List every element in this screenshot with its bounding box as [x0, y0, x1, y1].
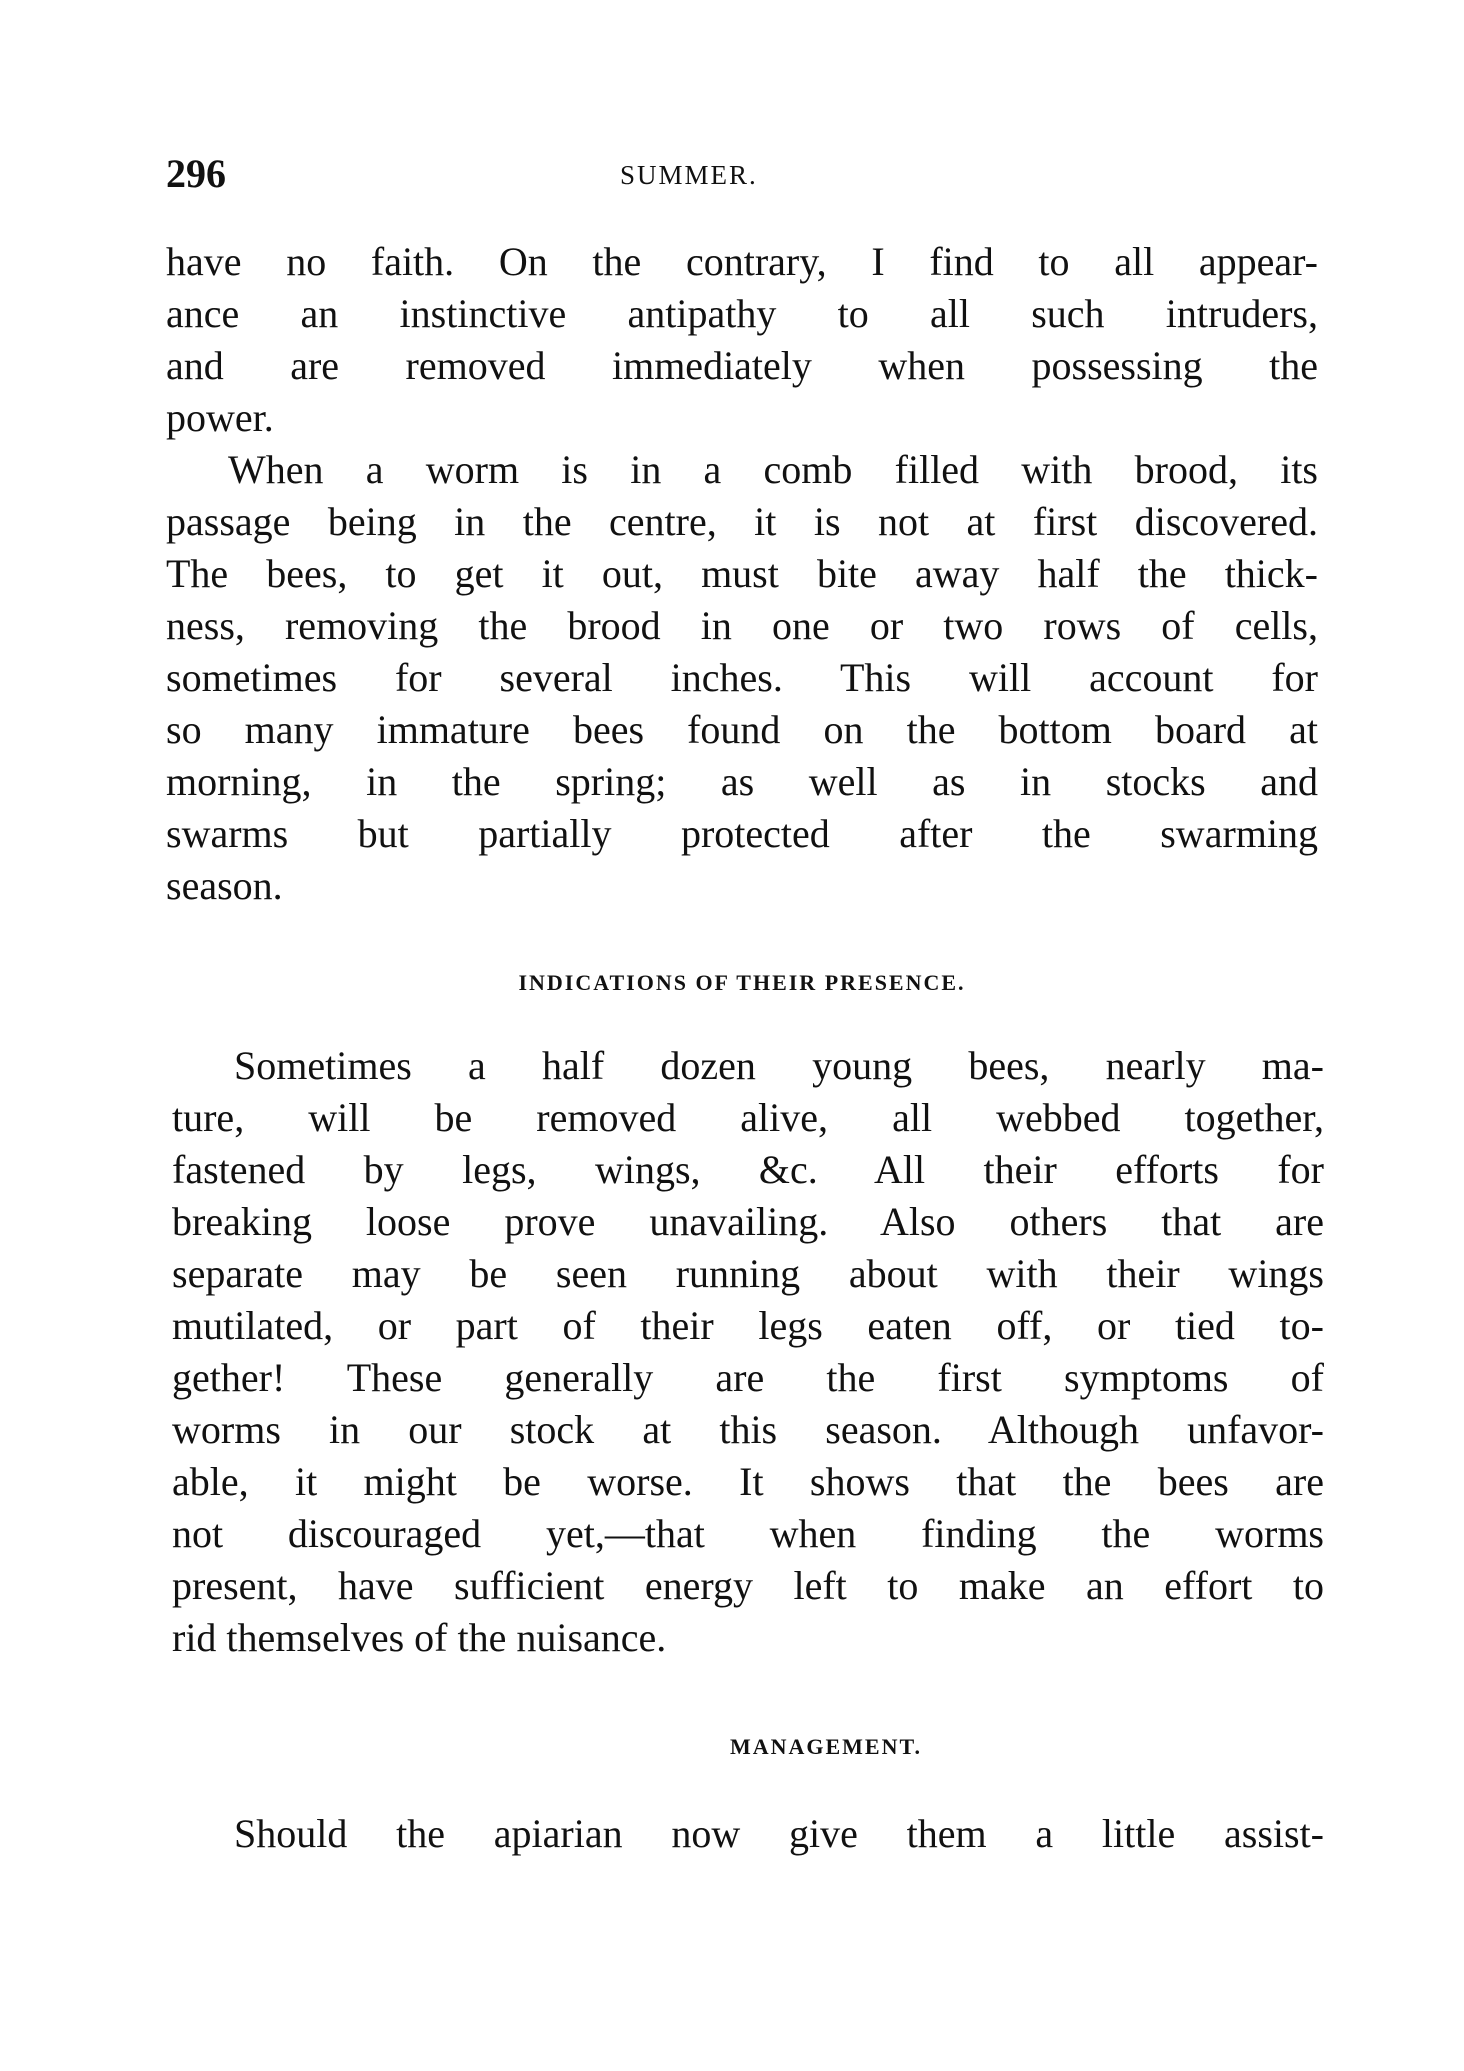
text-line: present, have sufficient energy left to make an effort to — [172, 1563, 1324, 1608]
page-number: 296 — [166, 151, 226, 196]
text-line: have no faith. On the contrary, I find to all appear- — [166, 239, 1318, 284]
text-line: so many immature bees found on the bottom board at — [166, 707, 1318, 752]
text-line: able, it might be worse. It shows that the bees are — [172, 1459, 1324, 1504]
text-line: swarms but partially protected after the swarming — [166, 811, 1318, 856]
section-heading-wrapper — [166, 970, 1318, 1000]
section-heading: MANAGEMENT. — [729, 1734, 923, 1759]
text-line: mutilated, or part of their legs eaten off, or tied to- — [172, 1303, 1324, 1348]
text-line: Should the apiarian now give them a little assist- — [234, 1811, 1324, 1856]
paragraph-3 — [172, 1040, 1324, 1664]
text-line: sometimes for several inches. This will account for — [166, 655, 1318, 700]
text-line: separate may be seen running about with their wings — [172, 1251, 1324, 1296]
text-line: worms in our stock at this season. Although unfavor- — [172, 1407, 1324, 1452]
text-line: ance an instinctive antipathy to all such intruders, — [166, 291, 1318, 336]
text-line: rid themselves of the nuisance. — [172, 1615, 667, 1660]
text-line: morning, in the spring; as well as in stocks and — [166, 759, 1318, 804]
running-title: SUMMER. — [620, 160, 758, 190]
text-line: The bees, to get it out, must bite away half the thick- — [166, 551, 1318, 596]
text-line: gether! These generally are the first symptoms of — [172, 1355, 1324, 1400]
paragraph-1 — [166, 236, 1318, 444]
text-line: season. — [166, 863, 283, 908]
text-line: breaking loose prove unavailing. Also others that are — [172, 1199, 1324, 1244]
text-line: not discouraged yet,—that when finding the worms — [172, 1511, 1324, 1556]
section-heading: INDICATIONS OF THEIR PRESENCE. — [518, 970, 966, 995]
text-line: ture, will be removed alive, all webbed together, — [172, 1095, 1324, 1140]
text-line: fastened by legs, wings, &c. All their efforts for — [172, 1147, 1324, 1192]
text-line: Sometimes a half dozen young bees, nearly ma- — [234, 1043, 1324, 1088]
section-heading-wrapper — [250, 1734, 1402, 1764]
text-line: ness, removing the brood in one or two rows of cells, — [166, 603, 1318, 648]
text-line: passage being in the centre, it is not at first discovered. — [166, 499, 1318, 544]
text-line: When a worm is in a comb filled with brood, its — [228, 447, 1318, 492]
text-line: power. — [166, 395, 274, 440]
paragraph-4 — [172, 1808, 1324, 1860]
text-line: and are removed immediately when possessing the — [166, 343, 1318, 388]
paragraph-2 — [166, 444, 1318, 912]
